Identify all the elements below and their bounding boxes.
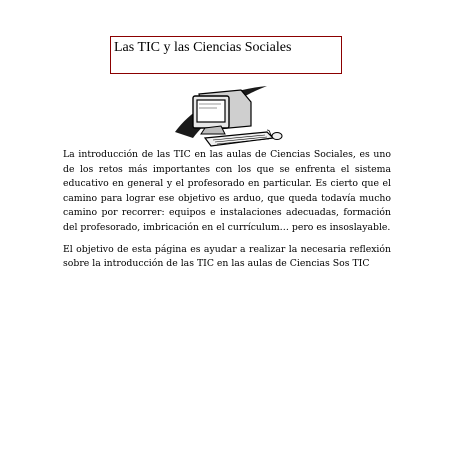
title-box xyxy=(110,36,342,74)
computer-clipart-icon xyxy=(171,80,285,150)
page-title: Las TIC y las Ciencias Sociales xyxy=(114,40,292,55)
paragraph-objective: El objetivo de esta página es ayudar a realizar la necesaria reflexión sobre la introducción de las TIC en las aulas de Ciencias Sos TIC xyxy=(63,243,391,270)
body-text xyxy=(63,148,391,279)
paragraph-intro: La introducción de las TIC en las aulas de Ciencias Sociales, es uno de los retos más importantes con los que se enfrenta el sistema educativo en general y el profesorado en particular. Es cierto que el camino para lograr ese objetivo es arduo, que queda todavía mucho camino por recorrer: equipos e instalaciones adecuadas, formación del profesorado, imbricación en el currículum… pero es insoslayable. xyxy=(63,149,391,233)
